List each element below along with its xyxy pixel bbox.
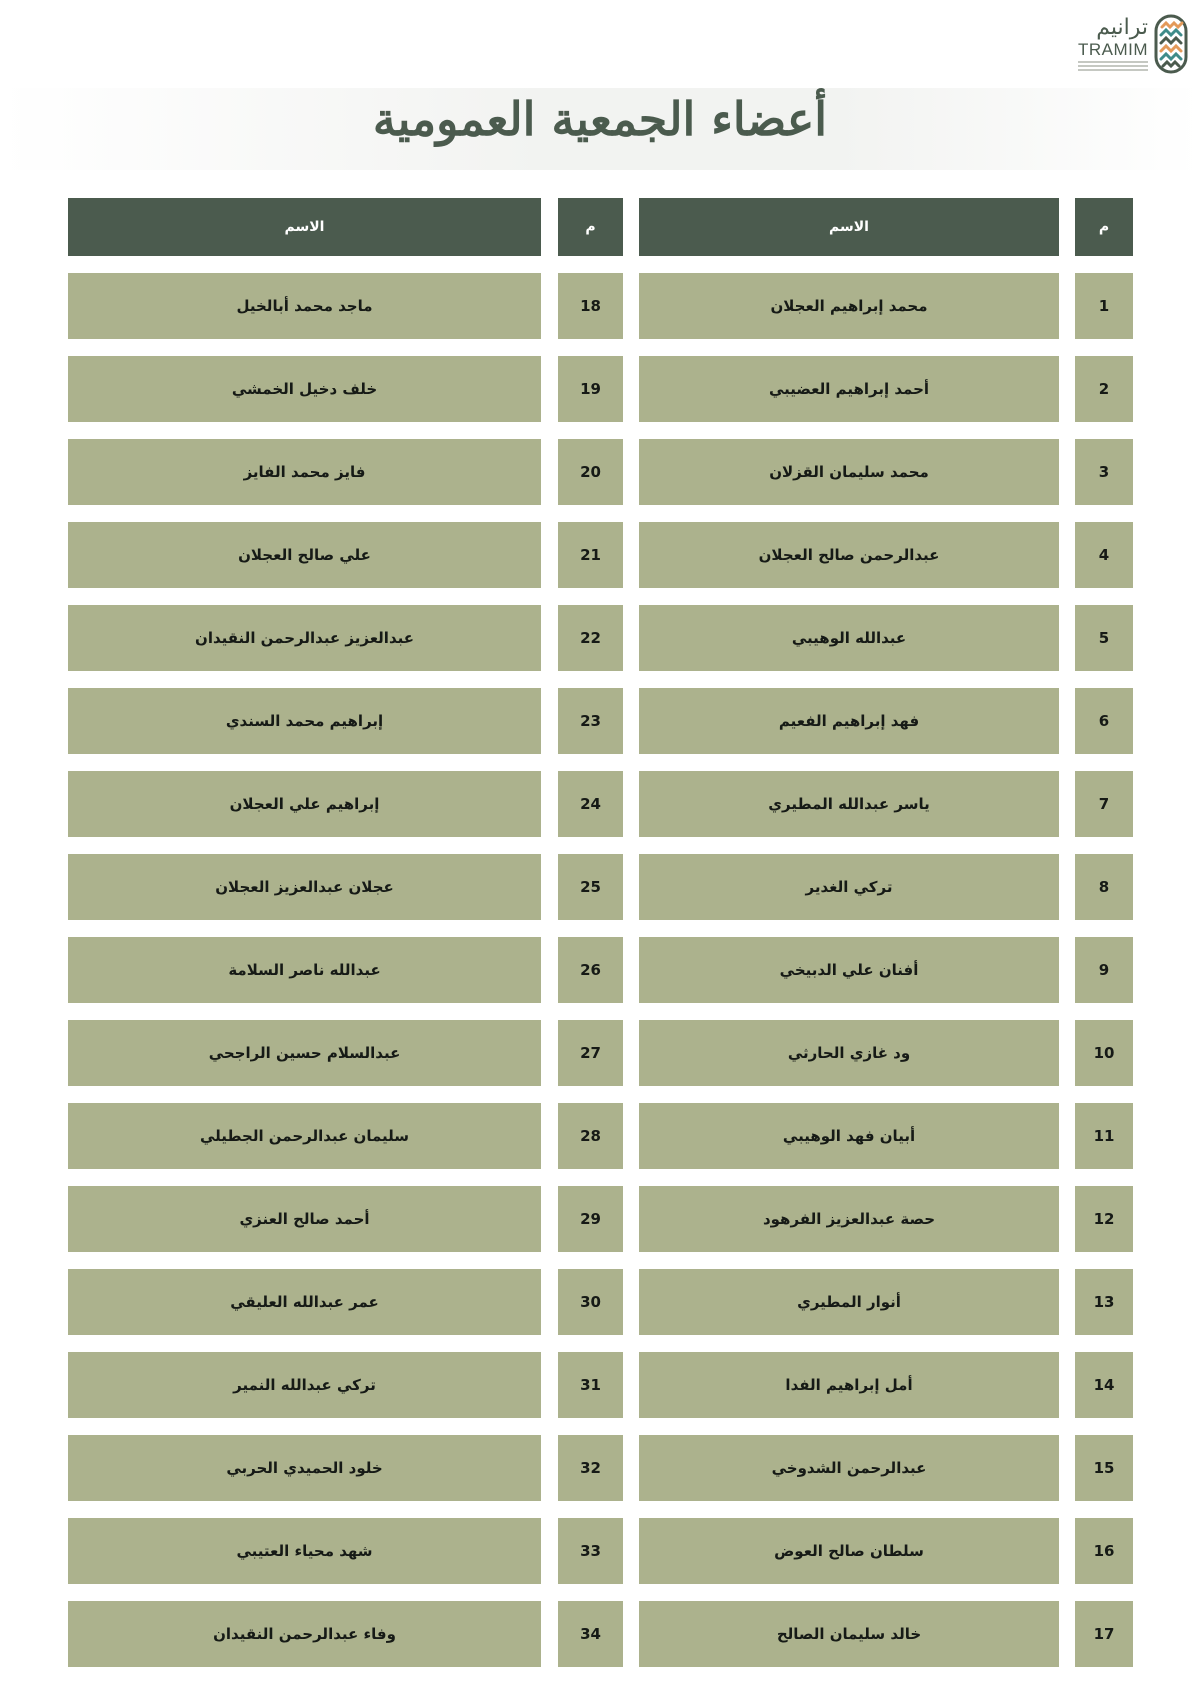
row-number: 24 <box>558 771 623 837</box>
row-number: 3 <box>1075 439 1133 505</box>
row-number: 6 <box>1075 688 1133 754</box>
row-name: أبيان فهد الوهيبي <box>639 1103 1059 1169</box>
row-number: 17 <box>1075 1601 1133 1667</box>
row-number: 31 <box>558 1352 623 1418</box>
logo-wordmark <box>1078 17 1148 71</box>
row-number: 10 <box>1075 1020 1133 1086</box>
row-number: 12 <box>1075 1186 1133 1252</box>
row-number: 4 <box>1075 522 1133 588</box>
row-name: عبدالله ناصر السلامة <box>68 937 541 1003</box>
logo <box>1078 14 1188 74</box>
row-name: تركي عبدالله النمير <box>68 1352 541 1418</box>
row-name: عجلان عبدالعزيز العجلان <box>68 854 541 920</box>
row-name: ماجد محمد أبالخيل <box>68 273 541 339</box>
row-number: 15 <box>1075 1435 1133 1501</box>
row-name: فهد إبراهيم الفعيم <box>639 688 1059 754</box>
row-name: عمر عبدالله العليقي <box>68 1269 541 1335</box>
logo-arabic-text: ترانيم <box>1096 15 1148 40</box>
row-number: 16 <box>1075 1518 1133 1584</box>
row-name: عبدالرحمن الشدوخي <box>639 1435 1059 1501</box>
row-name: سلطان صالح العوض <box>639 1518 1059 1584</box>
row-name: خلود الحميدي الحربي <box>68 1435 541 1501</box>
row-number: 29 <box>558 1186 623 1252</box>
row-name: وفاء عبدالرحمن النقيدان <box>68 1601 541 1667</box>
row-name: محمد سليمان القزلان <box>639 439 1059 505</box>
row-number: 1 <box>1075 273 1133 339</box>
row-name: خالد سليمان الصالح <box>639 1601 1059 1667</box>
row-name: علي صالح العجلان <box>68 522 541 588</box>
row-name: ياسر عبدالله المطيري <box>639 771 1059 837</box>
row-number: 8 <box>1075 854 1133 920</box>
row-number: 22 <box>558 605 623 671</box>
header-name-left: الاسم <box>68 198 541 256</box>
logo-tagline-lines <box>1078 61 1148 71</box>
row-name: عبدالرحمن صالح العجلان <box>639 522 1059 588</box>
row-name: ود غازي الحارثي <box>639 1020 1059 1086</box>
row-name: أحمد صالح العنزي <box>68 1186 541 1252</box>
row-number: 18 <box>558 273 623 339</box>
row-number: 28 <box>558 1103 623 1169</box>
row-name: أنوار المطيري <box>639 1269 1059 1335</box>
row-number: 14 <box>1075 1352 1133 1418</box>
page-title: أعضاء الجمعية العمومية <box>372 92 828 146</box>
row-number: 34 <box>558 1601 623 1667</box>
row-number: 27 <box>558 1020 623 1086</box>
row-number: 2 <box>1075 356 1133 422</box>
row-name: محمد إبراهيم العجلان <box>639 273 1059 339</box>
row-number: 20 <box>558 439 623 505</box>
row-number: 23 <box>558 688 623 754</box>
row-name: حصة عبدالعزيز الفرهود <box>639 1186 1059 1252</box>
header-name-right: الاسم <box>639 198 1059 256</box>
row-name: خلف دخيل الخمشي <box>68 356 541 422</box>
row-number: 13 <box>1075 1269 1133 1335</box>
row-name: أفنان علي الدبيخي <box>639 937 1059 1003</box>
row-name: عبدالله الوهيبي <box>639 605 1059 671</box>
row-number: 7 <box>1075 771 1133 837</box>
row-name: أمل إبراهيم الفدا <box>639 1352 1059 1418</box>
row-name: فايز محمد الفايز <box>68 439 541 505</box>
row-name: أحمد إبراهيم العضيبي <box>639 356 1059 422</box>
row-name: شهد محياء العتيبي <box>68 1518 541 1584</box>
row-number: 26 <box>558 937 623 1003</box>
row-number: 5 <box>1075 605 1133 671</box>
row-number: 32 <box>558 1435 623 1501</box>
header-number-right: م <box>1075 198 1133 256</box>
row-number: 19 <box>558 356 623 422</box>
row-name: عبدالسلام حسين الراجحي <box>68 1020 541 1086</box>
row-number: 9 <box>1075 937 1133 1003</box>
row-name: تركي الغدير <box>639 854 1059 920</box>
row-name: عبدالعزيز عبدالرحمن النقيدان <box>68 605 541 671</box>
header-number-left: م <box>558 198 623 256</box>
row-number: 21 <box>558 522 623 588</box>
row-number: 25 <box>558 854 623 920</box>
row-name: إبراهيم علي العجلان <box>68 771 541 837</box>
logo-english-text: TRAMIM <box>1077 40 1148 59</box>
row-number: 33 <box>558 1518 623 1584</box>
row-name: سليمان عبدالرحمن الجطيلي <box>68 1103 541 1169</box>
row-number: 30 <box>558 1269 623 1335</box>
tramim-emblem-icon <box>1154 14 1188 74</box>
row-number: 11 <box>1075 1103 1133 1169</box>
row-name: إبراهيم محمد السندي <box>68 688 541 754</box>
